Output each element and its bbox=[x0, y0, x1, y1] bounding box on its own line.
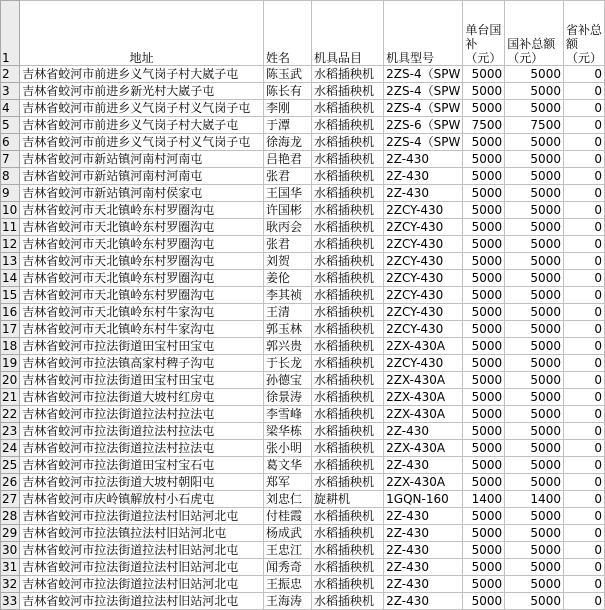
name-cell[interactable]: 王国华 bbox=[263, 185, 311, 202]
unit-subsidy-cell[interactable]: 5000 bbox=[463, 236, 505, 253]
address-cell[interactable]: 吉林省蛟河市天北镇岭东村罗圈沟屯 bbox=[20, 202, 264, 219]
address-cell[interactable]: 吉林省蛟河市天北镇岭东村罗圈沟屯 bbox=[20, 287, 264, 304]
province-total-cell[interactable]: 0 bbox=[563, 355, 604, 372]
table-row bbox=[1, 83, 605, 100]
unit-subsidy-cell[interactable]: 5000 bbox=[463, 508, 505, 525]
model-cell[interactable]: 2Z-430 bbox=[384, 576, 463, 593]
unit-subsidy-cell[interactable]: 5000 bbox=[463, 440, 505, 457]
province-total-cell[interactable]: 0 bbox=[563, 593, 604, 610]
header-total-subsidy[interactable]: 国补总额（元） bbox=[505, 1, 564, 66]
row-number[interactable]: 18 bbox=[1, 338, 20, 355]
address-cell[interactable]: 吉林省蛟河市天北镇岭东村牛家沟屯 bbox=[20, 304, 264, 321]
row-number[interactable]: 4 bbox=[1, 100, 20, 117]
table-row bbox=[1, 491, 605, 508]
category-cell[interactable]: 水稻插秧机 bbox=[312, 287, 384, 304]
row-number[interactable]: 21 bbox=[1, 389, 20, 406]
table-row bbox=[1, 542, 605, 559]
category-cell[interactable]: 水稻插秧机 bbox=[312, 542, 384, 559]
total-subsidy-cell[interactable]: 5000 bbox=[505, 474, 564, 491]
table-row bbox=[1, 338, 605, 355]
model-cell[interactable]: 2Z-430 bbox=[384, 185, 463, 202]
unit-subsidy-cell[interactable]: 5000 bbox=[463, 389, 505, 406]
category-cell[interactable]: 旋耕机 bbox=[312, 491, 384, 508]
total-subsidy-cell[interactable]: 5000 bbox=[505, 338, 564, 355]
name-cell[interactable]: 付桂霞 bbox=[263, 508, 311, 525]
category-cell[interactable]: 水稻插秧机 bbox=[312, 270, 384, 287]
name-cell[interactable]: 于长龙 bbox=[263, 355, 311, 372]
category-cell[interactable]: 水稻插秧机 bbox=[312, 117, 384, 134]
unit-subsidy-cell[interactable]: 7500 bbox=[463, 117, 505, 134]
row-number[interactable]: 5 bbox=[1, 117, 20, 134]
name-cell[interactable]: 葛文华 bbox=[263, 457, 311, 474]
address-cell[interactable]: 吉林省蛟河市拉法镇高家村稗子沟屯 bbox=[20, 355, 264, 372]
name-cell[interactable]: 张君 bbox=[263, 236, 311, 253]
category-cell[interactable]: 水稻插秧机 bbox=[312, 406, 384, 423]
unit-subsidy-cell[interactable]: 5000 bbox=[463, 372, 505, 389]
province-total-cell[interactable]: 0 bbox=[563, 389, 604, 406]
header-province-total[interactable]: 省补总额（元） bbox=[563, 1, 604, 66]
category-cell[interactable]: 水稻插秧机 bbox=[312, 372, 384, 389]
unit-subsidy-cell[interactable]: 1400 bbox=[463, 491, 505, 508]
province-total-cell[interactable]: 0 bbox=[563, 372, 604, 389]
unit-subsidy-cell[interactable]: 5000 bbox=[463, 219, 505, 236]
total-subsidy-cell[interactable]: 5000 bbox=[505, 406, 564, 423]
province-total-cell[interactable]: 0 bbox=[563, 542, 604, 559]
table-row bbox=[1, 355, 605, 372]
province-total-cell[interactable]: 0 bbox=[563, 440, 604, 457]
table-row bbox=[1, 287, 605, 304]
name-cell[interactable]: 杨成武 bbox=[263, 525, 311, 542]
address-cell[interactable]: 吉林省蛟河市天北镇岭东村罗圈沟屯 bbox=[20, 270, 264, 287]
table-row bbox=[1, 559, 605, 576]
address-cell[interactable]: 吉林省蛟河市天北镇岭东村罗圈沟屯 bbox=[20, 219, 264, 236]
model-cell[interactable]: 2ZS-6（SPW bbox=[384, 117, 463, 134]
name-cell[interactable]: 孙德宝 bbox=[263, 372, 311, 389]
model-cell[interactable]: 2ZCY-430 bbox=[384, 202, 463, 219]
table-row bbox=[1, 389, 605, 406]
model-cell[interactable]: 2Z-430 bbox=[384, 508, 463, 525]
name-cell[interactable]: 郭兴贵 bbox=[263, 338, 311, 355]
name-cell[interactable]: 梁华栋 bbox=[263, 423, 311, 440]
category-cell[interactable]: 水稻插秧机 bbox=[312, 185, 384, 202]
province-total-cell[interactable]: 0 bbox=[563, 253, 604, 270]
row-number[interactable]: 13 bbox=[1, 253, 20, 270]
category-cell[interactable]: 水稻插秧机 bbox=[312, 100, 384, 117]
row-number[interactable]: 7 bbox=[1, 151, 20, 168]
name-cell[interactable]: 张小明 bbox=[263, 440, 311, 457]
unit-subsidy-cell[interactable]: 5000 bbox=[463, 593, 505, 610]
unit-subsidy-cell[interactable]: 5000 bbox=[463, 321, 505, 338]
province-total-cell[interactable]: 0 bbox=[563, 168, 604, 185]
unit-subsidy-cell[interactable]: 5000 bbox=[463, 151, 505, 168]
name-cell[interactable]: 吕艳君 bbox=[263, 151, 311, 168]
model-cell[interactable]: 2ZCY-430 bbox=[384, 355, 463, 372]
province-total-cell[interactable]: 0 bbox=[563, 559, 604, 576]
province-total-cell[interactable]: 0 bbox=[563, 474, 604, 491]
row-number[interactable]: 23 bbox=[1, 423, 20, 440]
address-cell[interactable]: 吉林省蛟河市拉法街道拉法村拉法屯 bbox=[20, 406, 264, 423]
total-subsidy-cell[interactable]: 5000 bbox=[505, 559, 564, 576]
table-row bbox=[1, 100, 605, 117]
province-total-cell[interactable]: 0 bbox=[563, 66, 604, 83]
province-total-cell[interactable]: 0 bbox=[563, 270, 604, 287]
province-total-cell[interactable]: 0 bbox=[563, 134, 604, 151]
province-total-cell[interactable]: 0 bbox=[563, 525, 604, 542]
province-total-cell[interactable]: 0 bbox=[563, 576, 604, 593]
address-cell[interactable]: 吉林省蛟河市拉法街道田宝村田宝屯 bbox=[20, 338, 264, 355]
unit-subsidy-cell[interactable]: 5000 bbox=[463, 423, 505, 440]
address-cell[interactable]: 吉林省蛟河市前进乡义气岗子村义气岗子屯 bbox=[20, 134, 264, 151]
name-cell[interactable]: 陈长有 bbox=[263, 83, 311, 100]
unit-subsidy-cell[interactable]: 5000 bbox=[463, 576, 505, 593]
unit-subsidy-cell[interactable]: 5000 bbox=[463, 355, 505, 372]
address-cell[interactable]: 吉林省蛟河市庆岭镇解放村小石虎屯 bbox=[20, 491, 264, 508]
table-row bbox=[1, 134, 605, 151]
row-number[interactable]: 6 bbox=[1, 134, 20, 151]
category-cell[interactable]: 水稻插秧机 bbox=[312, 338, 384, 355]
category-cell[interactable]: 水稻插秧机 bbox=[312, 474, 384, 491]
address-cell[interactable]: 吉林省蛟河市前进乡新光村大崴子屯 bbox=[20, 83, 264, 100]
row-number[interactable]: 19 bbox=[1, 355, 20, 372]
header-name[interactable]: 姓名 bbox=[263, 1, 311, 66]
category-cell[interactable]: 水稻插秧机 bbox=[312, 559, 384, 576]
category-cell[interactable]: 水稻插秧机 bbox=[312, 253, 384, 270]
category-cell[interactable]: 水稻插秧机 bbox=[312, 66, 384, 83]
model-cell[interactable]: 2ZS-4（SPW bbox=[384, 134, 463, 151]
model-cell[interactable]: 2ZX-430A bbox=[384, 338, 463, 355]
name-cell[interactable]: 于潭 bbox=[263, 117, 311, 134]
category-cell[interactable]: 水稻插秧机 bbox=[312, 151, 384, 168]
table-row bbox=[1, 202, 605, 219]
total-subsidy-cell[interactable]: 5000 bbox=[505, 202, 564, 219]
name-cell[interactable]: 张君 bbox=[263, 168, 311, 185]
total-subsidy-cell[interactable]: 5000 bbox=[505, 593, 564, 610]
province-total-cell[interactable]: 0 bbox=[563, 508, 604, 525]
row-number[interactable]: 9 bbox=[1, 185, 20, 202]
unit-subsidy-cell[interactable]: 5000 bbox=[463, 253, 505, 270]
table-row bbox=[1, 372, 605, 389]
total-subsidy-cell[interactable]: 5000 bbox=[505, 219, 564, 236]
category-cell[interactable]: 水稻插秧机 bbox=[312, 525, 384, 542]
total-subsidy-cell[interactable]: 5000 bbox=[505, 440, 564, 457]
row-number[interactable]: 29 bbox=[1, 525, 20, 542]
province-total-cell[interactable]: 0 bbox=[563, 117, 604, 134]
category-cell[interactable]: 水稻插秧机 bbox=[312, 389, 384, 406]
category-cell[interactable]: 水稻插秧机 bbox=[312, 219, 384, 236]
model-cell[interactable]: 1GQN-160 bbox=[384, 491, 463, 508]
province-total-cell[interactable]: 0 bbox=[563, 304, 604, 321]
total-subsidy-cell[interactable]: 5000 bbox=[505, 66, 564, 83]
address-cell[interactable]: 吉林省蛟河市拉法街道拉法村旧站河北屯 bbox=[20, 508, 264, 525]
total-subsidy-cell[interactable]: 5000 bbox=[505, 525, 564, 542]
table-row bbox=[1, 236, 605, 253]
row-number[interactable]: 24 bbox=[1, 440, 20, 457]
address-cell[interactable]: 吉林省蛟河市拉法街道拉法村旧站河北屯 bbox=[20, 593, 264, 610]
model-cell[interactable]: 2Z-430 bbox=[384, 542, 463, 559]
row-number[interactable]: 16 bbox=[1, 304, 20, 321]
table-row bbox=[1, 440, 605, 457]
unit-subsidy-cell[interactable]: 5000 bbox=[463, 66, 505, 83]
total-subsidy-cell[interactable]: 5000 bbox=[505, 508, 564, 525]
row-number[interactable]: 3 bbox=[1, 83, 20, 100]
total-subsidy-cell[interactable]: 5000 bbox=[505, 270, 564, 287]
unit-subsidy-cell[interactable]: 5000 bbox=[463, 83, 505, 100]
name-cell[interactable]: 刘贺 bbox=[263, 253, 311, 270]
row-number[interactable]: 8 bbox=[1, 168, 20, 185]
address-cell[interactable]: 吉林省蛟河市天北镇岭东村罗圈沟屯 bbox=[20, 236, 264, 253]
unit-subsidy-cell[interactable]: 5000 bbox=[463, 525, 505, 542]
category-cell[interactable]: 水稻插秧机 bbox=[312, 508, 384, 525]
model-cell[interactable]: 2ZCY-430 bbox=[384, 287, 463, 304]
table-row bbox=[1, 508, 605, 525]
table-row bbox=[1, 270, 605, 287]
unit-subsidy-cell[interactable]: 5000 bbox=[463, 287, 505, 304]
address-cell[interactable]: 吉林省蛟河市拉法街道田宝村田宝屯 bbox=[20, 372, 264, 389]
total-subsidy-cell[interactable]: 5000 bbox=[505, 100, 564, 117]
total-subsidy-cell[interactable]: 5000 bbox=[505, 321, 564, 338]
address-cell[interactable]: 吉林省蛟河市新站镇河南村河南屯 bbox=[20, 151, 264, 168]
province-total-cell[interactable]: 0 bbox=[563, 338, 604, 355]
category-cell[interactable]: 水稻插秧机 bbox=[312, 423, 384, 440]
model-cell[interactable]: 2ZCY-430 bbox=[384, 321, 463, 338]
table-row bbox=[1, 321, 605, 338]
total-subsidy-cell[interactable]: 5000 bbox=[505, 542, 564, 559]
unit-subsidy-cell[interactable]: 5000 bbox=[463, 542, 505, 559]
name-cell[interactable]: 李其祯 bbox=[263, 287, 311, 304]
province-total-cell[interactable]: 0 bbox=[563, 151, 604, 168]
category-cell[interactable]: 水稻插秧机 bbox=[312, 457, 384, 474]
total-subsidy-cell[interactable]: 5000 bbox=[505, 185, 564, 202]
total-subsidy-cell[interactable]: 5000 bbox=[505, 134, 564, 151]
address-cell[interactable]: 吉林省蛟河市新站镇河南村侯家屯 bbox=[20, 185, 264, 202]
model-cell[interactable]: 2Z-430 bbox=[384, 423, 463, 440]
name-cell[interactable]: 陈玉武 bbox=[263, 66, 311, 83]
model-cell[interactable]: 2Z-430 bbox=[384, 457, 463, 474]
province-total-cell[interactable]: 0 bbox=[563, 457, 604, 474]
address-cell[interactable]: 吉林省蛟河市前进乡义气岗子村大崴子屯 bbox=[20, 66, 264, 83]
unit-subsidy-cell[interactable]: 5000 bbox=[463, 185, 505, 202]
row-number[interactable]: 22 bbox=[1, 406, 20, 423]
unit-subsidy-cell[interactable]: 5000 bbox=[463, 168, 505, 185]
table-row bbox=[1, 151, 605, 168]
category-cell[interactable]: 水稻插秧机 bbox=[312, 321, 384, 338]
province-total-cell[interactable]: 0 bbox=[563, 406, 604, 423]
row-number[interactable]: 25 bbox=[1, 457, 20, 474]
total-subsidy-cell[interactable]: 5000 bbox=[505, 372, 564, 389]
model-cell[interactable]: 2ZX-430A bbox=[384, 440, 463, 457]
unit-subsidy-cell[interactable]: 5000 bbox=[463, 100, 505, 117]
total-subsidy-cell[interactable]: 5000 bbox=[505, 236, 564, 253]
name-cell[interactable]: 王清 bbox=[263, 304, 311, 321]
row-number[interactable]: 28 bbox=[1, 508, 20, 525]
province-total-cell[interactable]: 0 bbox=[563, 236, 604, 253]
model-cell[interactable]: 2ZX-430A bbox=[384, 389, 463, 406]
address-cell[interactable]: 吉林省蛟河市前进乡义气岗子村义气岗子屯 bbox=[20, 100, 264, 117]
total-subsidy-cell[interactable]: 5000 bbox=[505, 151, 564, 168]
unit-subsidy-cell[interactable]: 5000 bbox=[463, 270, 505, 287]
table-row bbox=[1, 457, 605, 474]
row-number[interactable]: 14 bbox=[1, 270, 20, 287]
total-subsidy-cell[interactable]: 7500 bbox=[505, 117, 564, 134]
province-total-cell[interactable]: 0 bbox=[563, 202, 604, 219]
unit-subsidy-cell[interactable]: 5000 bbox=[463, 457, 505, 474]
province-total-cell[interactable]: 0 bbox=[563, 100, 604, 117]
model-cell[interactable]: 2ZS-4（SPW bbox=[384, 100, 463, 117]
address-cell[interactable]: 吉林省蛟河市拉法街道大坡村朝阳屯 bbox=[20, 474, 264, 491]
unit-subsidy-cell[interactable]: 5000 bbox=[463, 202, 505, 219]
row-number[interactable]: 1 bbox=[1, 1, 20, 66]
name-cell[interactable]: 徐海龙 bbox=[263, 134, 311, 151]
model-cell[interactable]: 2ZCY-430 bbox=[384, 219, 463, 236]
unit-subsidy-cell[interactable]: 5000 bbox=[463, 474, 505, 491]
model-cell[interactable]: 2Z-430 bbox=[384, 151, 463, 168]
table-row bbox=[1, 525, 605, 542]
name-cell[interactable]: 李雪峰 bbox=[263, 406, 311, 423]
table-row bbox=[1, 219, 605, 236]
header-model[interactable]: 机具型号 bbox=[384, 1, 463, 66]
model-cell[interactable]: 2Z-430 bbox=[384, 559, 463, 576]
header-category[interactable]: 机具品目 bbox=[312, 1, 384, 66]
header-unit-subsidy[interactable]: 单台国补（元） bbox=[463, 1, 505, 66]
table-row bbox=[1, 304, 605, 321]
model-cell[interactable]: 2ZX-430A bbox=[384, 406, 463, 423]
row-number[interactable]: 31 bbox=[1, 559, 20, 576]
model-cell[interactable]: 2Z-430 bbox=[384, 168, 463, 185]
category-cell[interactable]: 水稻插秧机 bbox=[312, 236, 384, 253]
total-subsidy-cell[interactable]: 5000 bbox=[505, 389, 564, 406]
address-cell[interactable]: 吉林省蛟河市拉法街道田宝村宝石屯 bbox=[20, 457, 264, 474]
address-cell[interactable]: 吉林省蛟河市天北镇岭东村罗圈沟屯 bbox=[20, 253, 264, 270]
row-number[interactable]: 30 bbox=[1, 542, 20, 559]
name-cell[interactable]: 耿丙会 bbox=[263, 219, 311, 236]
row-number[interactable]: 32 bbox=[1, 576, 20, 593]
unit-subsidy-cell[interactable]: 5000 bbox=[463, 304, 505, 321]
model-cell[interactable]: 2ZCY-430 bbox=[384, 236, 463, 253]
name-cell[interactable]: 郭玉林 bbox=[263, 321, 311, 338]
total-subsidy-cell[interactable]: 5000 bbox=[505, 457, 564, 474]
model-cell[interactable]: 2ZX-430A bbox=[384, 474, 463, 491]
address-cell[interactable]: 吉林省蛟河市拉法街道拉法村旧站河北屯 bbox=[20, 559, 264, 576]
category-cell[interactable]: 水稻插秧机 bbox=[312, 593, 384, 610]
row-number[interactable]: 27 bbox=[1, 491, 20, 508]
row-number[interactable]: 10 bbox=[1, 202, 20, 219]
address-cell[interactable]: 吉林省蛟河市新站镇河南村河南屯 bbox=[20, 168, 264, 185]
unit-subsidy-cell[interactable]: 5000 bbox=[463, 134, 505, 151]
table-row bbox=[1, 253, 605, 270]
table-row bbox=[1, 117, 605, 134]
row-number[interactable]: 15 bbox=[1, 287, 20, 304]
table-row bbox=[1, 423, 605, 440]
address-cell[interactable]: 吉林省蛟河市拉法镇拉法村旧站河北屯 bbox=[20, 525, 264, 542]
name-cell[interactable]: 刘忠仁 bbox=[263, 491, 311, 508]
province-total-cell[interactable]: 0 bbox=[563, 321, 604, 338]
province-total-cell[interactable]: 0 bbox=[563, 423, 604, 440]
name-cell[interactable]: 郑军 bbox=[263, 474, 311, 491]
model-cell[interactable]: 2Z-430 bbox=[384, 525, 463, 542]
category-cell[interactable]: 水稻插秧机 bbox=[312, 83, 384, 100]
category-cell[interactable]: 水稻插秧机 bbox=[312, 355, 384, 372]
table-row bbox=[1, 168, 605, 185]
province-total-cell[interactable]: 0 bbox=[563, 185, 604, 202]
name-cell[interactable]: 徐景涛 bbox=[263, 389, 311, 406]
name-cell[interactable]: 王振忠 bbox=[263, 576, 311, 593]
row-number[interactable]: 33 bbox=[1, 593, 20, 610]
total-subsidy-cell[interactable]: 5000 bbox=[505, 576, 564, 593]
total-subsidy-cell[interactable]: 1400 bbox=[505, 491, 564, 508]
province-total-cell[interactable]: 0 bbox=[563, 491, 604, 508]
category-cell[interactable]: 水稻插秧机 bbox=[312, 168, 384, 185]
row-number[interactable]: 12 bbox=[1, 236, 20, 253]
category-cell[interactable]: 水稻插秧机 bbox=[312, 202, 384, 219]
unit-subsidy-cell[interactable]: 5000 bbox=[463, 559, 505, 576]
header-address[interactable]: 地址 bbox=[20, 1, 264, 66]
model-cell[interactable]: 2ZS-4（SPW bbox=[384, 83, 463, 100]
model-cell[interactable]: 2ZCY-430 bbox=[384, 253, 463, 270]
total-subsidy-cell[interactable]: 5000 bbox=[505, 83, 564, 100]
total-subsidy-cell[interactable]: 5000 bbox=[505, 253, 564, 270]
category-cell[interactable]: 水稻插秧机 bbox=[312, 576, 384, 593]
model-cell[interactable]: 2Z-430 bbox=[384, 593, 463, 610]
name-cell[interactable]: 王海涛 bbox=[263, 593, 311, 610]
category-cell[interactable]: 水稻插秧机 bbox=[312, 134, 384, 151]
name-cell[interactable]: 王忠江 bbox=[263, 542, 311, 559]
address-cell[interactable]: 吉林省蛟河市拉法街道大坡村红房屯 bbox=[20, 389, 264, 406]
address-cell[interactable]: 吉林省蛟河市天北镇岭东村牛家沟屯 bbox=[20, 321, 264, 338]
address-cell[interactable]: 吉林省蛟河市拉法街道拉法村拉法屯 bbox=[20, 423, 264, 440]
row-number[interactable]: 2 bbox=[1, 66, 20, 83]
row-number[interactable]: 26 bbox=[1, 474, 20, 491]
model-cell[interactable]: 2ZCY-430 bbox=[384, 270, 463, 287]
name-cell[interactable]: 闻秀奇 bbox=[263, 559, 311, 576]
category-cell[interactable]: 水稻插秧机 bbox=[312, 304, 384, 321]
total-subsidy-cell[interactable]: 5000 bbox=[505, 355, 564, 372]
category-cell[interactable]: 水稻插秧机 bbox=[312, 440, 384, 457]
table-row bbox=[1, 474, 605, 491]
province-total-cell[interactable]: 0 bbox=[563, 287, 604, 304]
model-cell[interactable]: 2ZS-4（SPW bbox=[384, 66, 463, 83]
model-cell[interactable]: 2ZCY-430 bbox=[384, 304, 463, 321]
total-subsidy-cell[interactable]: 5000 bbox=[505, 423, 564, 440]
total-subsidy-cell[interactable]: 5000 bbox=[505, 287, 564, 304]
row-number[interactable]: 17 bbox=[1, 321, 20, 338]
unit-subsidy-cell[interactable]: 5000 bbox=[463, 406, 505, 423]
province-total-cell[interactable]: 0 bbox=[563, 219, 604, 236]
address-cell[interactable]: 吉林省蛟河市拉法街道拉法村拉法屯 bbox=[20, 440, 264, 457]
model-cell[interactable]: 2ZX-430A bbox=[384, 372, 463, 389]
name-cell[interactable]: 李刚 bbox=[263, 100, 311, 117]
table-row bbox=[1, 406, 605, 423]
table-row bbox=[1, 576, 605, 593]
name-cell[interactable]: 许国彬 bbox=[263, 202, 311, 219]
row-number[interactable]: 11 bbox=[1, 219, 20, 236]
unit-subsidy-cell[interactable]: 5000 bbox=[463, 338, 505, 355]
header-row bbox=[1, 1, 605, 66]
address-cell[interactable]: 吉林省蛟河市拉法街道拉法村旧站河北屯 bbox=[20, 542, 264, 559]
total-subsidy-cell[interactable]: 5000 bbox=[505, 304, 564, 321]
row-number[interactable]: 20 bbox=[1, 372, 20, 389]
total-subsidy-cell[interactable]: 5000 bbox=[505, 168, 564, 185]
province-total-cell[interactable]: 0 bbox=[563, 83, 604, 100]
name-cell[interactable]: 姜伦 bbox=[263, 270, 311, 287]
address-cell[interactable]: 吉林省蛟河市前进乡义气岗子村大崴子屯 bbox=[20, 117, 264, 134]
table-row bbox=[1, 66, 605, 83]
table-row bbox=[1, 185, 605, 202]
address-cell[interactable]: 吉林省蛟河市拉法街道拉法村旧站河北屯 bbox=[20, 576, 264, 593]
